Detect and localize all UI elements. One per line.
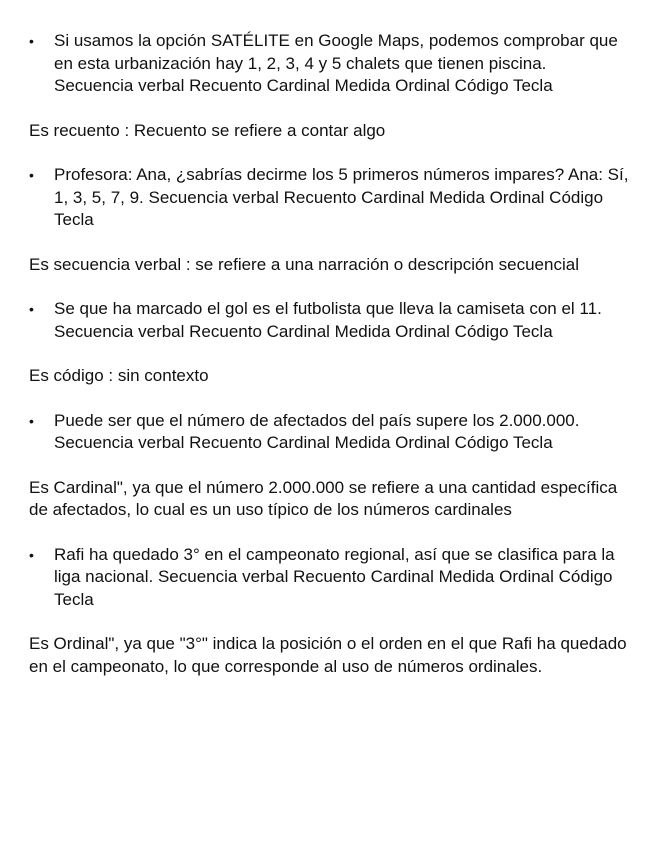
question-text: Puede ser que el número de afectados del país supere los 2.000.000. Secuencia verbal Recuento Cardinal Medida Ordinal Código Tecla (54, 410, 580, 452)
question-item-4 (29, 410, 629, 455)
question-item-1 (29, 30, 629, 98)
question-text: Rafi ha quedado 3° en el campeonato regional, así que se clasifica para la liga nacional. Secuencia verbal Recuento Cardinal Medida Ordinal Código Tecla (54, 544, 615, 609)
question-item-3 (29, 298, 629, 343)
bullet-icon: • (29, 301, 34, 317)
bullet-icon: • (29, 412, 34, 429)
answer-text: Es Cardinal", ya que el número 2.000.000 se refiere a una cantidad específica de afectados, lo cual es un uso típico de los números cardinales (29, 477, 618, 519)
answer-text: Es Ordinal", ya que "3°" indica la posición o el orden en el que Rafi ha quedado en el campeonato, lo que corresponde al uso de números ordinales. (29, 634, 627, 676)
answer-text: Es código : sin contexto (29, 366, 209, 385)
question-text: Se que ha marcado el gol es el futbolista que lleva la camiseta con el 11. Secuencia verbal Recuento Cardinal Medida Ordinal Código Tecla (54, 299, 602, 341)
answer-text: Es secuencia verbal : se refiere a una narración o descripción secuencial (29, 254, 579, 274)
question-text: Si usamos la opción SATÉLITE en Google Maps, podemos comprobar que en esta urbanización hay 1, 2, 3, 4 y 5 chalets que tienen piscina. Secuencia verbal Recuento Cardinal Medida Ordinal Código Tecla (54, 31, 618, 95)
question-text: Profesora: Ana, ¿sabrías decirme los 5 primeros números impares? Ana: Sí, 1, 3, 5, 7, 9. Secuencia verbal Recuento Cardinal Medida Ordinal Código Tecla (54, 165, 629, 229)
answer-text: Es recuento : Recuento se refiere a contar algo (29, 120, 386, 140)
bullet-icon: • (29, 33, 34, 49)
bullet-icon: • (29, 546, 34, 563)
document-body (29, 30, 629, 678)
question-item-5 (29, 544, 629, 612)
question-item-2 (29, 164, 629, 232)
bullet-icon: • (29, 167, 34, 183)
